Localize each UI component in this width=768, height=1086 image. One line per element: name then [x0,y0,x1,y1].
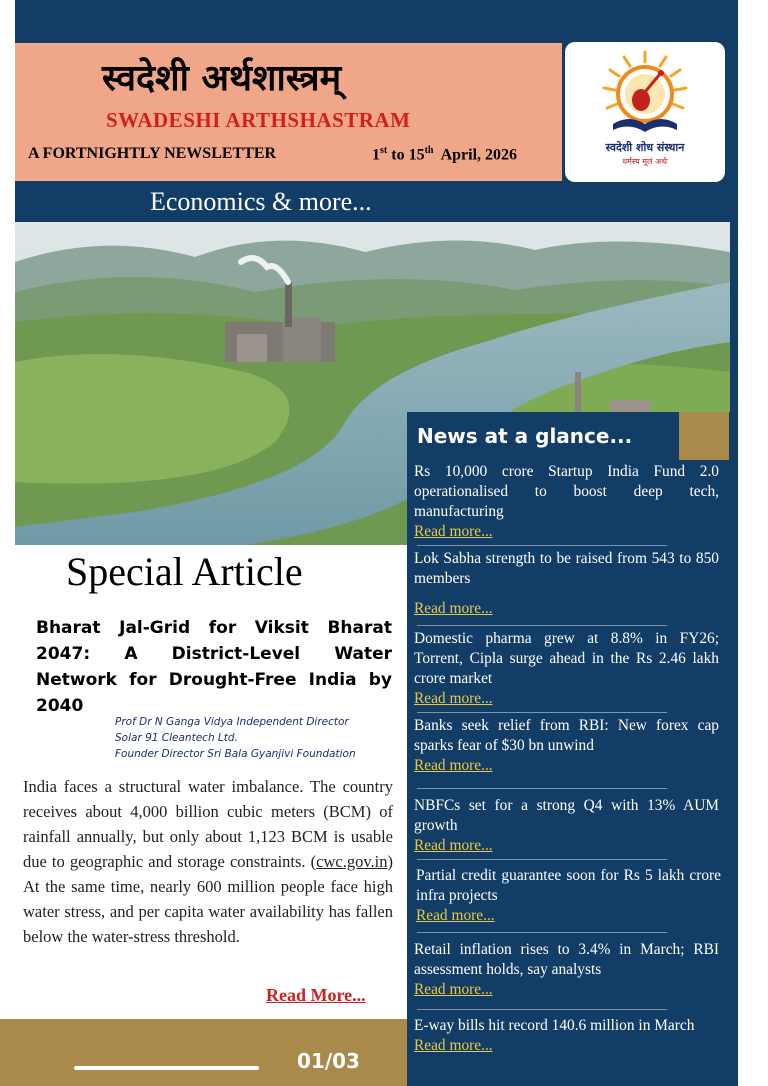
news-headline: Banks seek relief from RBI: New forex cap sparks fear of $30 bn unwind [414,717,719,754]
news-read-more-link[interactable]: Read more... [414,981,493,998]
news-item [414,629,719,709]
news-read-more-link[interactable]: Read more... [414,600,493,617]
masthead-title-hindi: स्वदेशी अर्थशास्त्रम् [102,58,342,99]
logo-org-name: स्वदेशी शोध संस्थान [605,141,685,154]
news-read-more-link[interactable]: Read more... [414,690,493,707]
section-heading: Special Article [66,549,303,594]
news-item [414,1016,719,1056]
author-line: Prof Dr N Ganga Vidya Independent Director [115,716,349,728]
article-title: Bharat Jal-Grid for Viksit Bharat 2047: A District-Level Water Network for Drought-Free India by 2040 [36,618,392,716]
news-divider [417,625,667,626]
organization-logo [565,42,725,182]
news-heading-accent [679,412,729,460]
citation-link[interactable]: cwc.gov.in [316,852,388,871]
news-divider [417,788,667,789]
news-read-more-link[interactable]: Read more... [416,907,495,924]
logo-motto: धर्मस्य मूलं अर्थः [622,157,668,166]
news-heading-bar [407,412,677,460]
news-headline: Lok Sabha strength to be raised from 543 to 850 members [414,550,719,587]
footer-bar [0,1019,407,1086]
news-read-more-link[interactable]: Read more... [414,523,493,540]
news-divider [417,1009,667,1010]
news-read-more-link[interactable]: Read more... [414,1037,493,1054]
news-headline: E-way bills hit record 140.6 million in March [414,1017,695,1034]
right-margin [738,0,768,1086]
news-divider [417,859,667,860]
news-heading: News at a glance... [417,424,633,448]
news-item [414,549,719,619]
article-body: India faces a structural water imbalance. The country receives about 4,000 billion cubic meters (BCM) of rainfall annually, but only about 1,123 BCM is usable due to geographic and storage constraints. (cwc.gov.in) At the same time, nearly 600 million people face high water stress, and per capita water availability has fallen below the water-stress threshold. [23,777,393,946]
veena-book-sun-logo-icon [565,42,725,142]
tagline: Economics & more... [150,187,372,216]
news-item [414,462,719,542]
news-item [414,940,719,1000]
news-headline: Retail inflation rises to 3.4% in March; RBI assessment holds, say analysts [414,941,719,978]
news-item [416,866,721,926]
news-divider [417,712,667,713]
left-margin [0,0,15,1086]
news-panel [407,412,738,1086]
article-read-more-link[interactable]: Read More... [266,985,366,1005]
newsletter-frequency: A FORTNIGHTLY NEWSLETTER [28,145,277,162]
news-item [414,796,719,856]
author-line: Solar 91 Cleantech Ltd. [115,732,238,744]
news-read-more-link[interactable]: Read more... [414,757,493,774]
news-headline: Domestic pharma grew at 8.8% in FY26; Torrent, Cipla surge ahead in the Rs 2.46 lakh crore market [414,630,719,687]
footer-rule [74,1066,259,1070]
page-number: 01/03 [297,1049,360,1073]
author-line: Founder Director Sri Bala Gyanjivi Foundation [115,748,356,760]
issue-date: 1st to 15th April, 2026 [372,145,518,164]
news-headline: Rs 10,000 crore Startup India Fund 2.0 operationalised to boost deep tech, manufacturing [414,463,719,520]
news-item [414,716,719,776]
news-read-more-link[interactable]: Read more... [414,837,493,854]
news-headline: Partial credit guarantee soon for Rs 5 lakh crore infra projects [416,867,721,904]
news-headline: NBFCs set for a strong Q4 with 13% AUM growth [414,797,719,834]
masthead-title-english: SWADESHI ARTHSHASTRAM [106,108,411,132]
news-divider [417,932,667,933]
news-divider [417,545,667,546]
